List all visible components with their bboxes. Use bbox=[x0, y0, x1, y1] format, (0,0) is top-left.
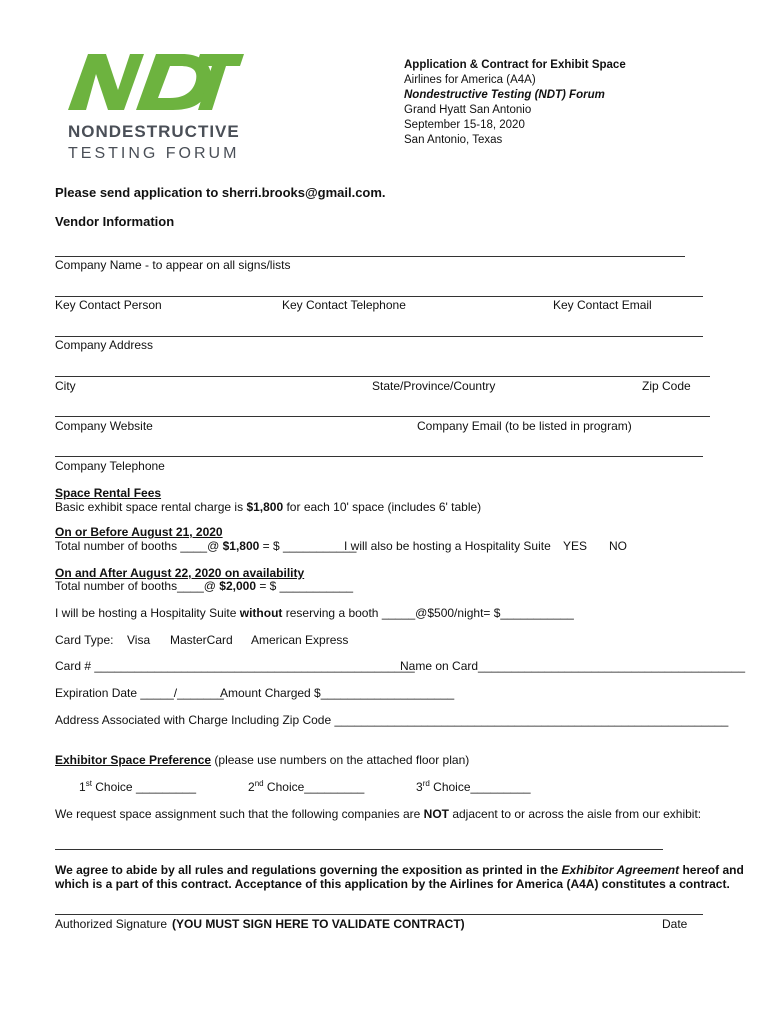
event-name: Nondestructive Testing (NDT) Forum bbox=[404, 89, 605, 101]
after-booths-field[interactable]: Total number of booths____@ $2,000 = $ ___________ bbox=[55, 579, 354, 593]
logo-line-2: TESTING FORUM bbox=[68, 145, 240, 162]
state-label: State/Province/Country bbox=[372, 379, 496, 393]
company-address-label: Company Address bbox=[55, 338, 154, 352]
key-contact-telephone-label: Key Contact Telephone bbox=[282, 298, 406, 312]
fees-heading: Space Rental Fees bbox=[55, 486, 162, 500]
agreement-line-2: which is a part of this contract. Acceptance of this application by the Airlines for America (A4A) constitutes a contract. bbox=[55, 877, 730, 891]
city-state-zip-line[interactable] bbox=[55, 376, 710, 377]
key-contact-person-label: Key Contact Person bbox=[55, 298, 162, 312]
before-heading: On or Before August 21, 2020 bbox=[55, 525, 223, 539]
adjacency-request: We request space assignment such that the following companies are NOT adjacent to or across the aisle from our exhibit: bbox=[55, 807, 702, 821]
name-on-card-field[interactable]: Name on Card________________________________________ bbox=[400, 659, 745, 673]
company-website-label: Company Website bbox=[55, 419, 153, 433]
send-instruction: Please send application to sherri.brooks@gmail.com. bbox=[55, 185, 386, 200]
card-type-amex[interactable]: American Express bbox=[251, 633, 349, 647]
event-dates: September 15-18, 2020 bbox=[404, 119, 525, 131]
third-choice-field[interactable]: 3rd Choice_________ bbox=[416, 779, 531, 794]
signature-note: (YOU MUST SIGN HERE TO VALIDATE CONTRACT) bbox=[172, 917, 465, 931]
after-heading: On and After August 22, 2020 on availability bbox=[55, 566, 305, 580]
agreement-line-1: We agree to abide by all rules and regulations governing the exposition as printed in the Exhibitor Agreement hereof and bbox=[55, 863, 744, 877]
card-number-field[interactable]: Card # ________________________________________________ bbox=[55, 659, 415, 673]
company-telephone-line[interactable] bbox=[55, 456, 703, 457]
card-type-label: Card Type: bbox=[55, 633, 114, 647]
organization: Airlines for America (A4A) bbox=[404, 74, 536, 86]
hospitality-question: I will also be hosting a Hospitality Suite bbox=[344, 539, 551, 553]
vendor-heading: Vendor Information bbox=[55, 214, 175, 229]
venue: Grand Hyatt San Antonio bbox=[404, 104, 532, 116]
expiration-field[interactable]: Expiration Date _____/_______ bbox=[55, 686, 224, 700]
hospitality-yes[interactable]: YES bbox=[563, 539, 588, 553]
first-choice-field[interactable]: 1st Choice _________ bbox=[79, 779, 197, 794]
date-label: Date bbox=[662, 917, 688, 931]
key-contact-email-label: Key Contact Email bbox=[553, 298, 652, 312]
basic-fee-text: Basic exhibit space rental charge is $1,800 for each 10' space (includes 6' table) bbox=[55, 500, 482, 514]
key-contact-line[interactable] bbox=[55, 296, 703, 297]
second-choice-field[interactable]: 2nd Choice_________ bbox=[248, 779, 365, 794]
before-booths-field[interactable]: Total number of booths ____@ $1,800 = $ ___________ bbox=[55, 539, 357, 553]
company-name-label: Company Name - to appear on all signs/lists bbox=[55, 258, 291, 272]
company-address-line[interactable] bbox=[55, 336, 703, 337]
company-telephone-label: Company Telephone bbox=[55, 459, 165, 473]
hospitality-no[interactable]: NO bbox=[609, 539, 627, 553]
card-type-mastercard[interactable]: MasterCard bbox=[170, 633, 233, 647]
zip-label: Zip Code bbox=[642, 379, 691, 393]
signature-label: Authorized Signature bbox=[55, 917, 168, 931]
logo-line-1: NONDESTRUCTIVE bbox=[68, 122, 240, 141]
card-type-visa[interactable]: Visa bbox=[127, 633, 151, 647]
signature-line[interactable] bbox=[55, 914, 703, 915]
billing-address-field[interactable]: Address Associated with Charge Including Zip Code ___________________________________________________________ bbox=[55, 713, 729, 727]
website-email-line[interactable] bbox=[55, 416, 710, 417]
company-email-label: Company Email (to be listed in program) bbox=[417, 419, 632, 433]
form-title: Application & Contract for Exhibit Space bbox=[404, 59, 626, 71]
company-name-line[interactable] bbox=[55, 256, 685, 257]
preference-heading: Exhibitor Space Preference (please use numbers on the attached floor plan) bbox=[55, 753, 470, 767]
adjacency-companies-line[interactable] bbox=[55, 849, 663, 850]
event-location: San Antonio, Texas bbox=[404, 134, 503, 146]
amount-charged-field[interactable]: Amount Charged $____________________ bbox=[220, 686, 455, 700]
city-label: City bbox=[55, 379, 76, 393]
suite-only-field[interactable]: I will be hosting a Hospitality Suite without reserving a booth _____@$500/night= $___________ bbox=[55, 606, 574, 620]
